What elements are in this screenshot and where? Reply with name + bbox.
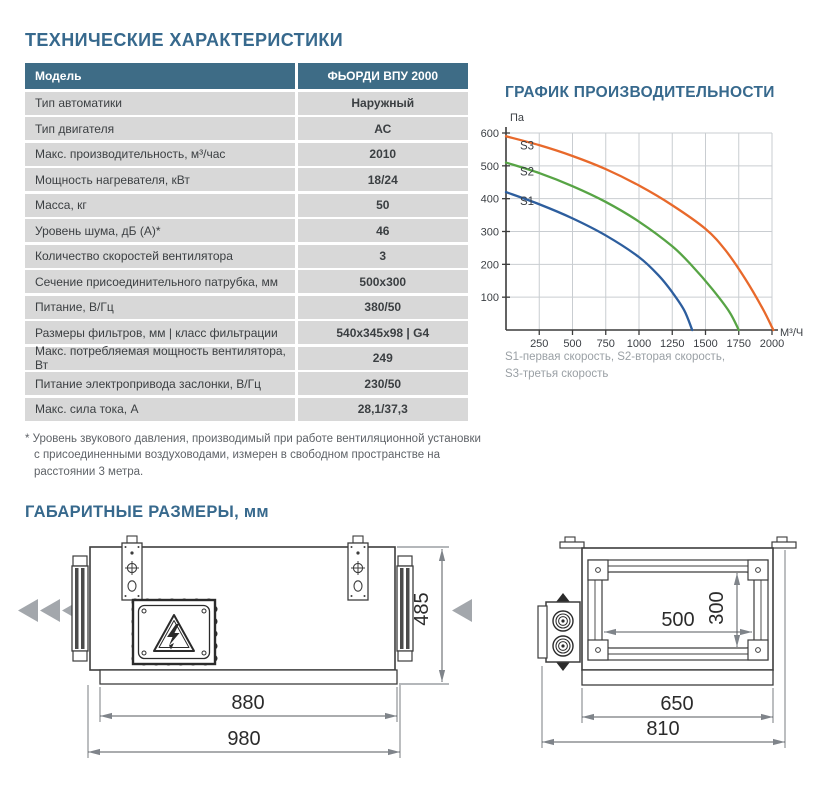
airflow-arrow-icon bbox=[40, 599, 60, 622]
dim-label-980: 980 bbox=[227, 728, 261, 750]
dim-label-300: 300 bbox=[706, 591, 728, 625]
spec-row bbox=[25, 168, 468, 191]
chart-legend-line1: S1-первая скорость, S2-вторая скорость, bbox=[505, 351, 726, 363]
specs-table bbox=[25, 63, 468, 423]
y-tick-label: 400 bbox=[480, 193, 499, 206]
electrical-box bbox=[133, 600, 215, 664]
dim-label-500: 500 bbox=[661, 609, 695, 631]
unit-base-rail bbox=[100, 670, 397, 684]
spec-value: 18/24 bbox=[298, 168, 469, 191]
spec-row bbox=[25, 372, 468, 395]
x-axis-title: М³/Ч bbox=[780, 327, 804, 339]
cable-gland-icon bbox=[553, 611, 573, 631]
y-tick-label: 300 bbox=[480, 226, 499, 239]
dim-label-810: 810 bbox=[646, 718, 680, 740]
x-tick-label: 2000 bbox=[759, 338, 785, 350]
spec-value: 2010 bbox=[298, 143, 469, 166]
chart-legend-line2: S3-третья скорость bbox=[505, 368, 609, 381]
spec-value: 249 bbox=[298, 347, 469, 370]
y-tick-label: 200 bbox=[480, 259, 499, 272]
spec-row bbox=[25, 219, 468, 242]
spec-label: Макс. сила тока, А bbox=[25, 398, 295, 421]
duct-flange-left bbox=[72, 556, 88, 661]
spec-label: Тип двигателя bbox=[25, 117, 295, 140]
spec-value: 46 bbox=[298, 219, 469, 242]
spec-row bbox=[25, 143, 468, 166]
unit-base-rail-front bbox=[582, 670, 773, 685]
spec-value: 500x300 bbox=[298, 270, 469, 293]
spec-value: Наружный bbox=[298, 92, 469, 115]
specs-title: ТЕХНИЧЕСКИЕ ХАРАКТЕРИСТИКИ bbox=[25, 30, 344, 50]
mounting-tab bbox=[560, 537, 796, 548]
spec-row bbox=[25, 92, 468, 115]
spec-row bbox=[25, 194, 468, 217]
spec-label: Питание электропривода заслонки, В/Гц bbox=[25, 372, 295, 395]
chart-legend bbox=[505, 349, 805, 384]
dim-label-485: 485 bbox=[411, 592, 433, 626]
spec-row bbox=[25, 245, 468, 268]
spec-label: Модель bbox=[25, 63, 295, 89]
spec-value: 380/50 bbox=[298, 296, 469, 319]
front-view-drawing bbox=[510, 530, 820, 775]
spec-row bbox=[25, 117, 468, 140]
x-tick-label: 500 bbox=[563, 338, 582, 350]
chart-title: ГРАФИК ПРОИЗВОДИТЕЛЬНОСТИ bbox=[505, 84, 775, 101]
series-label-S1: S1 bbox=[520, 196, 535, 209]
spec-label: Тип автоматики bbox=[25, 92, 295, 115]
airflow-arrow-icon bbox=[18, 599, 38, 622]
spec-value: АС bbox=[298, 117, 469, 140]
series-label-S3: S3 bbox=[520, 140, 535, 153]
spec-row bbox=[25, 321, 468, 344]
y-tick-label: 100 bbox=[480, 292, 499, 305]
x-tick-label: 750 bbox=[596, 338, 615, 350]
mounting-bracket bbox=[122, 536, 142, 600]
footnote: * Уровень звукового давления, производимый при работе вентиляционной установки с присоединенными воздуховодами, измерен в свободном пространстве на расстоянии 3 метра. bbox=[25, 433, 481, 478]
spec-label: Макс. производительность, м³/час bbox=[25, 143, 295, 166]
x-tick-label: 1750 bbox=[726, 338, 751, 350]
y-tick-label: 500 bbox=[480, 160, 499, 173]
spec-label: Питание, В/Гц bbox=[25, 296, 295, 319]
spec-label: Уровень шума, дБ (А)* bbox=[25, 219, 295, 242]
spec-row bbox=[25, 398, 468, 421]
cable-gland-icon bbox=[553, 636, 573, 656]
spec-label: Количество скоростей вентилятора bbox=[25, 245, 295, 268]
spec-label: Мощность нагревателя, кВт bbox=[25, 168, 295, 191]
spec-value: ФЬОРДИ ВПУ 2000 bbox=[298, 63, 469, 89]
spec-value: 3 bbox=[298, 245, 469, 268]
y-axis-title: Па bbox=[510, 112, 525, 124]
side-view-drawing bbox=[15, 530, 480, 775]
spec-value: 28,1/37,3 bbox=[298, 398, 469, 421]
dim-label-880: 880 bbox=[231, 692, 265, 714]
spec-value: 50 bbox=[298, 194, 469, 217]
dimension-880 bbox=[100, 687, 397, 722]
airflow-arrow-icon bbox=[452, 599, 472, 622]
performance-chart bbox=[480, 110, 820, 355]
spec-value: 230/50 bbox=[298, 372, 469, 395]
spec-label: Сечение присоединительного патрубка, мм bbox=[25, 270, 295, 293]
spec-header-row bbox=[25, 63, 468, 89]
y-tick-label: 600 bbox=[480, 128, 499, 140]
spec-row bbox=[25, 344, 468, 372]
spec-row bbox=[25, 296, 468, 319]
mounting-bracket bbox=[348, 536, 368, 600]
dim-label-650: 650 bbox=[660, 693, 694, 715]
spec-label: Макс. потребляемая мощность вентилятора, Вт bbox=[25, 347, 295, 370]
spec-label: Масса, кг bbox=[25, 194, 295, 217]
x-tick-label: 250 bbox=[530, 338, 549, 350]
spec-value: 540x345x98 | G4 bbox=[298, 321, 469, 344]
spec-row bbox=[25, 270, 468, 293]
x-tick-label: 1500 bbox=[693, 338, 718, 350]
series-S1 bbox=[506, 192, 692, 330]
dimensions-title: ГАБАРИТНЫЕ РАЗМЕРЫ, мм bbox=[25, 503, 269, 521]
x-tick-label: 1250 bbox=[660, 338, 685, 350]
junction-box bbox=[538, 593, 580, 671]
spec-label: Размеры фильтров, мм | класс фильтрации bbox=[25, 321, 295, 344]
x-tick-label: 1000 bbox=[626, 338, 652, 350]
series-label-S2: S2 bbox=[520, 166, 535, 179]
